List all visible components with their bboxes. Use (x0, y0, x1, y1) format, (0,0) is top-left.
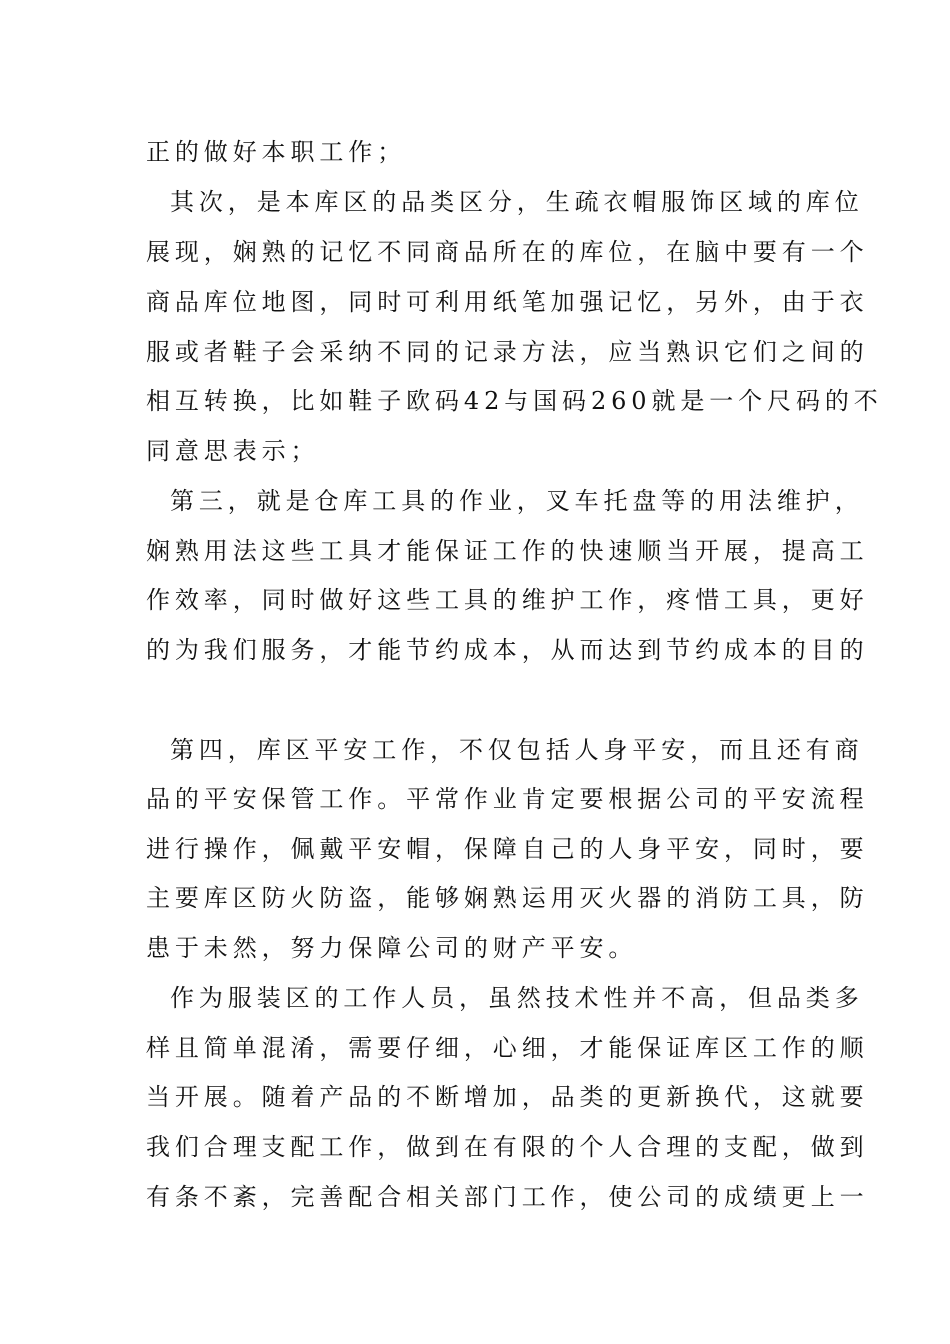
text-line: 服或者鞋子会采纳不同的记录方法，应当熟识它们之间的 (146, 338, 869, 366)
text-line: 主要库区防火防盗，能够娴熟运用灭火器的消防工具，防 (146, 884, 869, 912)
text-line: 第三，就是仓库工具的作业，叉车托盘等的用法维护， (170, 487, 864, 515)
text-line: 商品库位地图，同时可利用纸笔加强记忆，另外，由于衣 (146, 288, 869, 316)
text-line: 第四，库区平安工作，不仅包括人身平安，而且还有商 (170, 736, 864, 764)
text-line: 其次，是本库区的品类区分，生疏衣帽服饰区域的库位 (170, 188, 864, 216)
text-line: 作效率，同时做好这些工具的维护工作，疼惜工具，更好 (146, 586, 869, 614)
text-line: 品的平安保管工作。平常作业肯定要根据公司的平安流程 (146, 785, 869, 813)
text-line: 相互转换，比如鞋子欧码42与国码260就是一个尺码的不 (146, 387, 883, 415)
text-line: 娴熟用法这些工具才能保证工作的快速顺当开展，提高工 (146, 537, 869, 565)
text-line: 样且简单混淆，需要仔细，心细，才能保证库区工作的顺 (146, 1034, 869, 1062)
text-line: 正的做好本职工作； (146, 138, 407, 166)
text-line: 的为我们服务，才能节约成本，从而达到节约成本的目的 (146, 636, 869, 664)
text-line: 同意思表示； (146, 437, 320, 465)
text-line: 作为服装区的工作人员，虽然技术性并不高，但品类多 (170, 984, 864, 1012)
text-line: 当开展。随着产品的不断增加，品类的更新换代，这就要 (146, 1083, 869, 1111)
text-line: 展现，娴熟的记忆不同商品所在的库位，在脑中要有一个 (146, 238, 869, 266)
text-line: 有条不紊，完善配合相关部门工作，使公司的成绩更上一 (146, 1183, 869, 1211)
text-line: 进行操作，佩戴平安帽，保障自己的人身平安，同时，要 (146, 835, 869, 863)
text-line: 我们合理支配工作，做到在有限的个人合理的支配，做到 (146, 1133, 869, 1161)
text-line: 患于未然，努力保障公司的财产平安。 (146, 934, 638, 962)
